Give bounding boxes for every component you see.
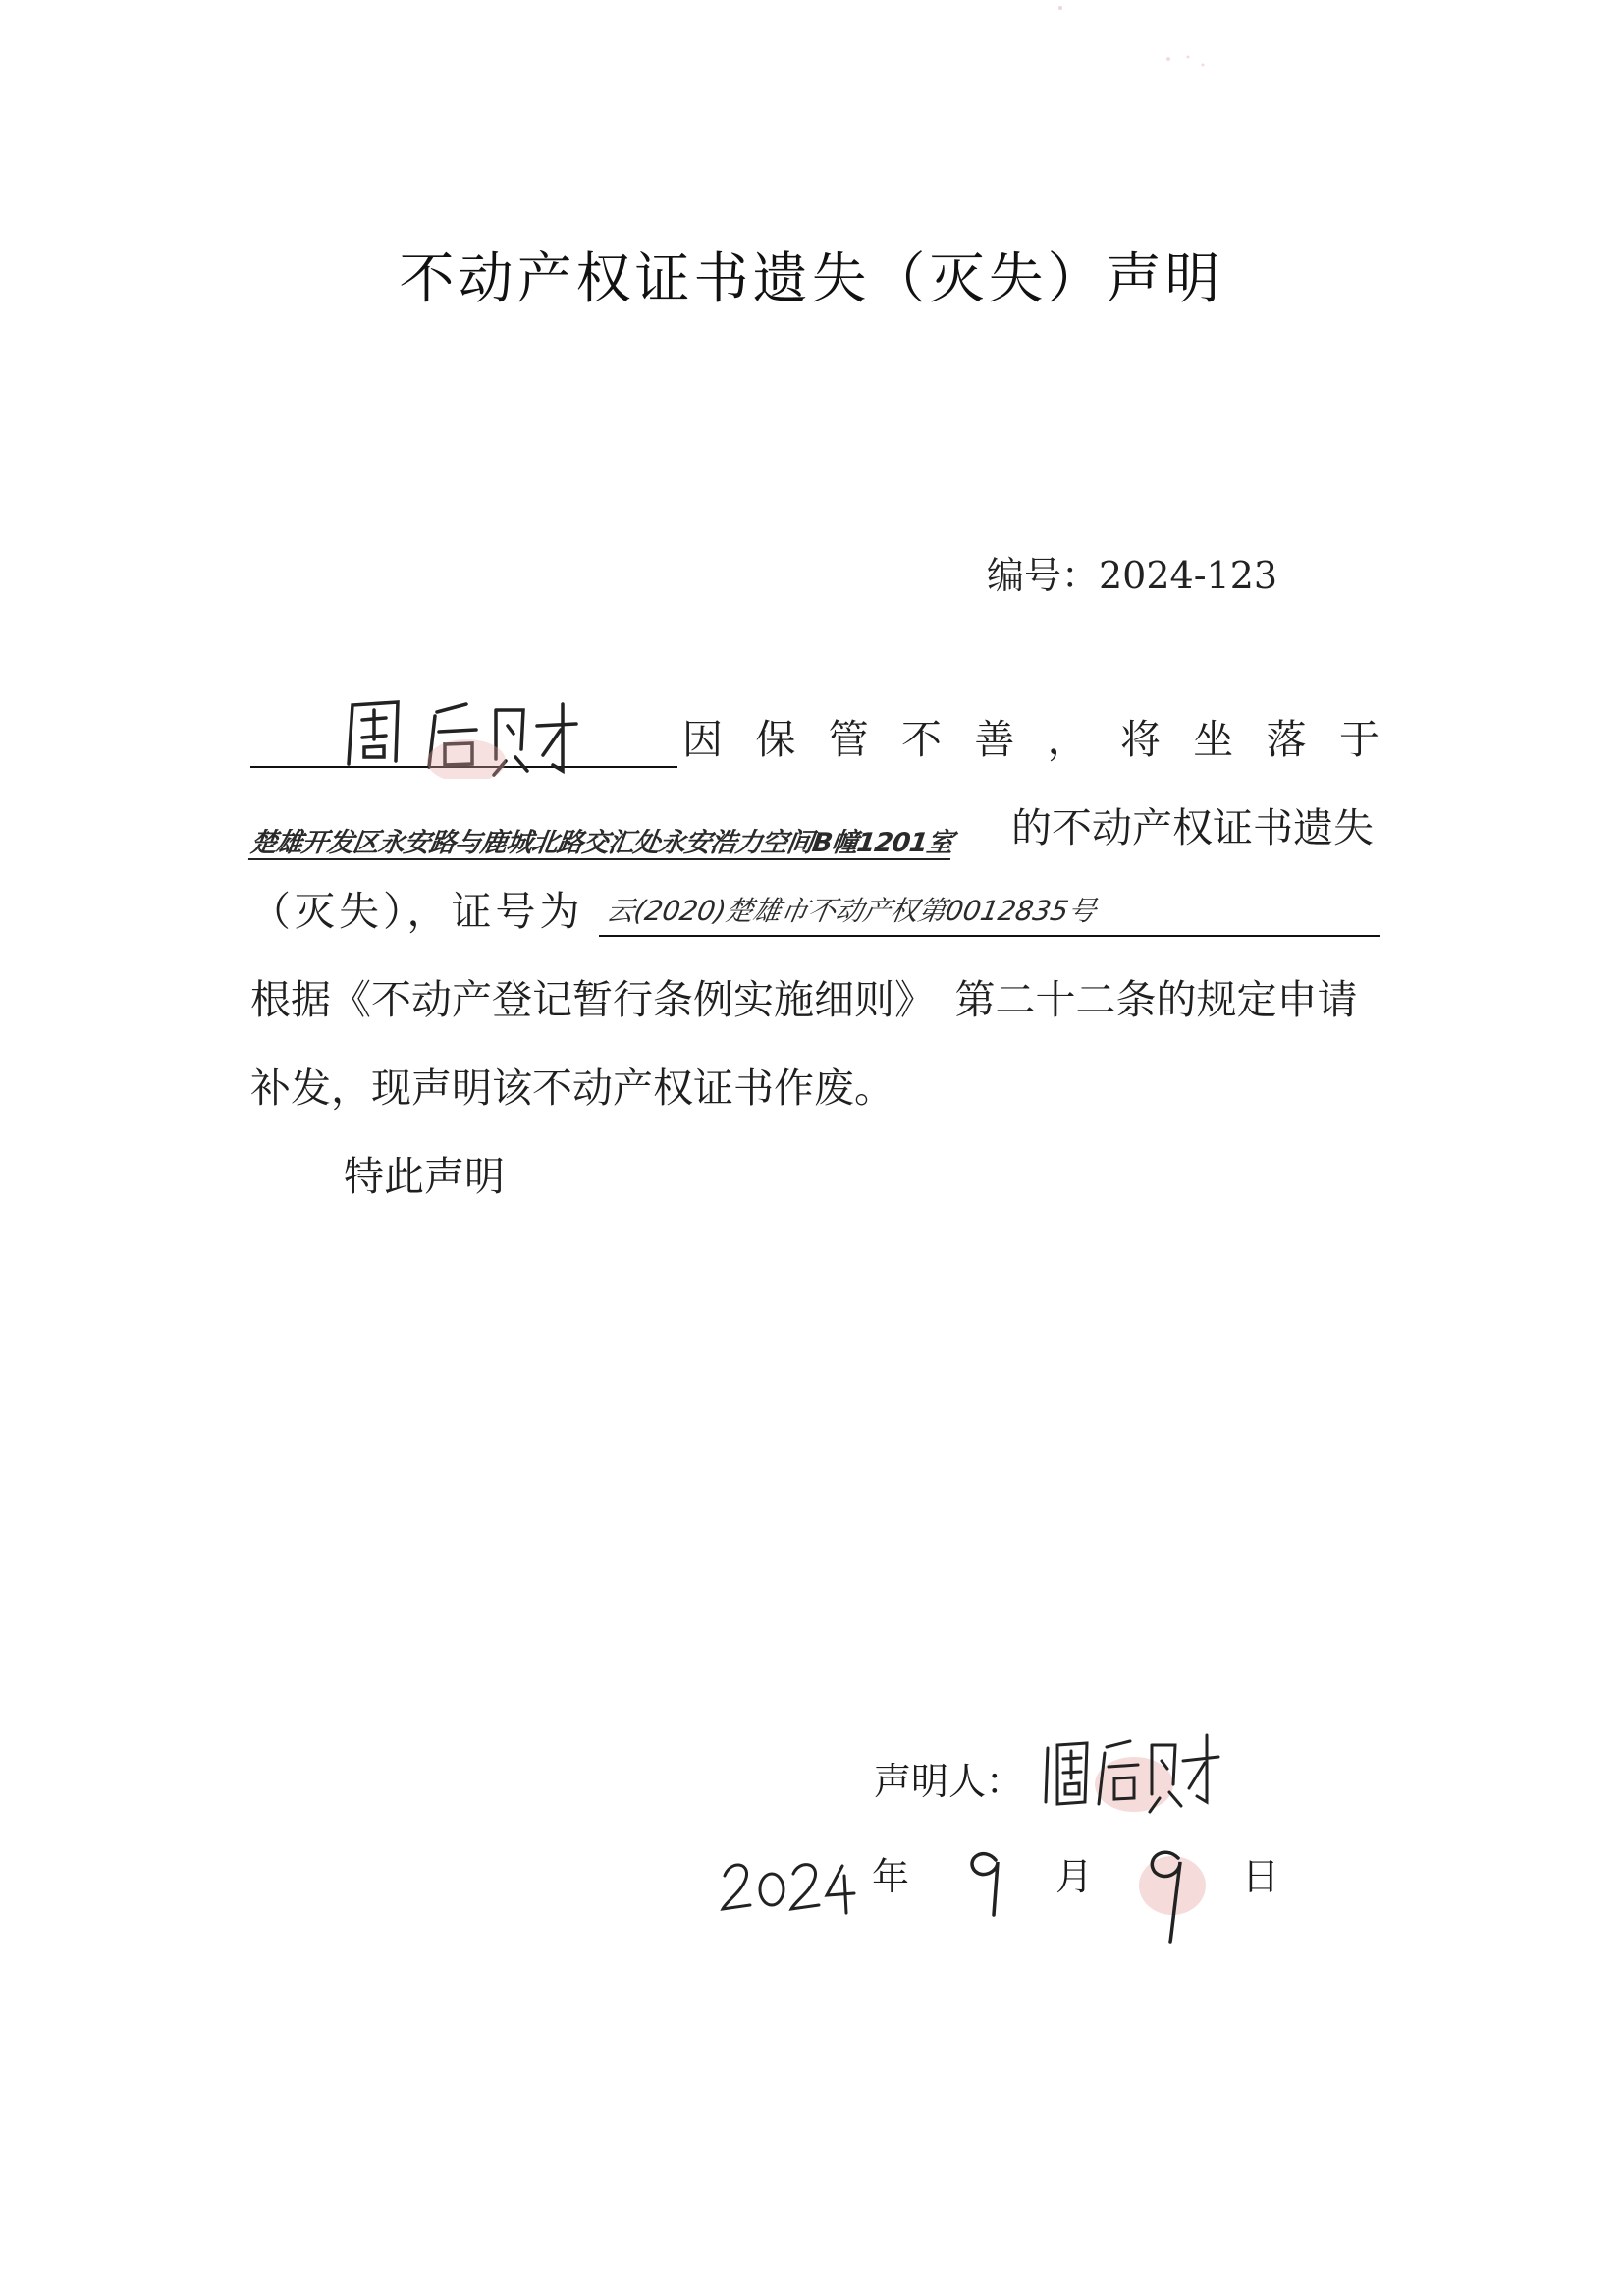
month-label: 月 bbox=[1055, 1855, 1094, 1898]
line1-char: 于 bbox=[1338, 716, 1380, 763]
line1-char: ， bbox=[1047, 716, 1088, 763]
line2-tail: 的不动产权证书遗失 bbox=[1011, 804, 1374, 851]
address-blank bbox=[248, 818, 955, 860]
line3-head: （灭失），证号为 bbox=[250, 888, 584, 935]
line1-char: 保 bbox=[755, 716, 796, 763]
line4-text: 根据《不动产登记暂行条例实施细则》 第二十二条的规定申请 bbox=[250, 976, 1358, 1023]
statement-line-3 bbox=[250, 884, 1380, 953]
day-handwriting bbox=[1127, 1836, 1216, 1954]
line1-char: 坐 bbox=[1193, 716, 1234, 763]
page-title: 不动产权证书遗失（灭失）声明 bbox=[399, 247, 1224, 311]
scan-smudge bbox=[1041, 0, 1217, 79]
year-label: 年 bbox=[872, 1855, 910, 1898]
owner-name-blank bbox=[250, 712, 677, 768]
statement-line-4 bbox=[250, 972, 1380, 1041]
line1-char: 落 bbox=[1266, 716, 1307, 763]
statement-line-2 bbox=[250, 800, 1380, 869]
line1-char: 管 bbox=[828, 716, 869, 763]
declarant-signature bbox=[1036, 1723, 1232, 1822]
declarant-label: 声明人： bbox=[874, 1760, 1024, 1803]
owner-name-handwriting bbox=[319, 690, 614, 779]
closing-text: 特此声明 bbox=[344, 1153, 505, 1200]
document-number: 编号：2024-123 bbox=[987, 554, 1278, 597]
statement-line-1 bbox=[250, 712, 1380, 781]
line5-text: 补发，现声明该不动产权证书作废。 bbox=[250, 1065, 894, 1112]
line1-text bbox=[682, 716, 1380, 763]
month-handwriting bbox=[954, 1836, 1023, 1925]
line1-char: 不 bbox=[900, 716, 942, 763]
statement-line-5 bbox=[250, 1061, 1380, 1129]
line1-char: 因 bbox=[682, 716, 723, 763]
day-label: 日 bbox=[1242, 1855, 1280, 1898]
certificate-number-blank bbox=[599, 884, 1380, 937]
declarant-signature-block bbox=[874, 1723, 1365, 1812]
line1-char: 善 bbox=[974, 716, 1015, 763]
date-block bbox=[717, 1827, 1306, 1935]
closing-line bbox=[344, 1149, 1473, 1218]
line1-char: 将 bbox=[1119, 716, 1161, 763]
address-handwriting: 楚雄开发区永安路与鹿城北路交汇处永安浩力空间B幢1201室 bbox=[248, 828, 955, 858]
certificate-number-handwriting: 云(2020)楚雄市不动产权第0012835号 bbox=[604, 895, 1099, 927]
year-handwriting bbox=[717, 1846, 864, 1925]
